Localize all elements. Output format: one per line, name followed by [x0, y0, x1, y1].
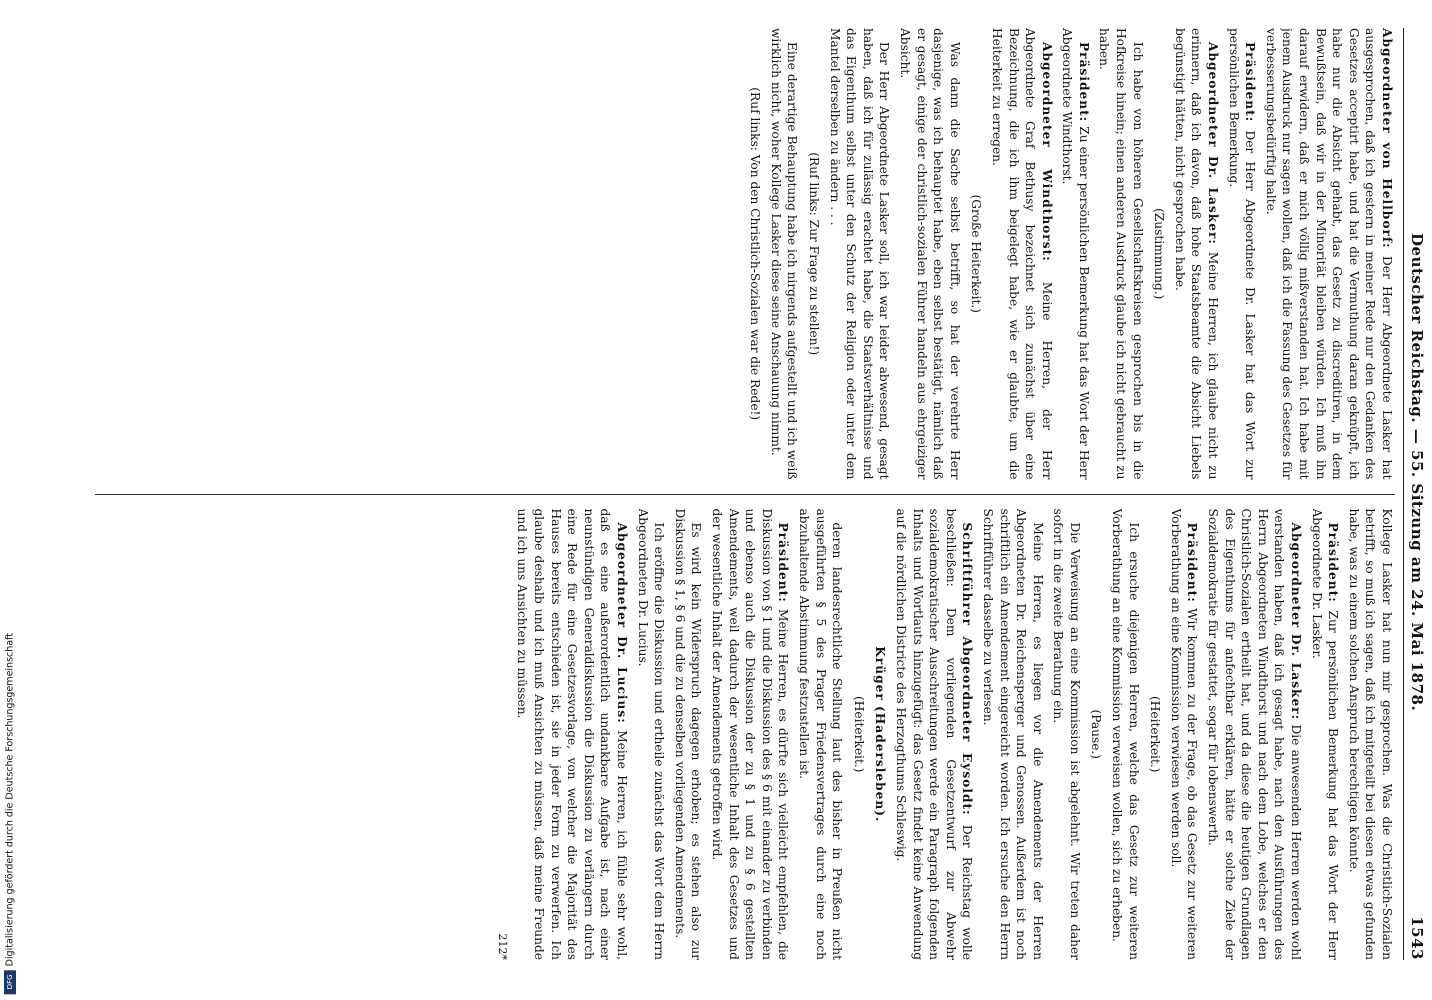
stage-direction: (Große Heiterkeit.)	[969, 194, 984, 314]
dfg-logo-icon: DFG	[4, 970, 16, 994]
paragraph	[1262, 28, 1395, 480]
paragraph	[708, 509, 791, 961]
page-number: 1543	[1408, 916, 1426, 960]
paragraph-text: Zur persönlichen Bemerkung hat das Wort der Herr Abgeordnete Dr. Lasker.	[1309, 508, 1341, 960]
text-columns	[95, 28, 1395, 960]
interjection: (Ruf links: Zur Frage zu stellen!)	[807, 152, 821, 356]
paragraph	[1308, 509, 1341, 961]
sheet-signature: 212*	[495, 933, 509, 960]
paragraph-text: Meine Herren, es dürfte sich vielleicht empfehlen, die Diskussion von § 1 und die Diskussion des § 6 mit einander zu verbinden und ebenso auch die Diskussion der zu § 1 und zu § 6 gestellten Amendements, weil dadurch der wesentliche Inhalt des Gesetzes und der wesentliche Inhalt der Amendements getroffen wird.	[710, 508, 791, 960]
credit-text: Digitalisierung gefördert durch die Deutsche Forschungsgemeinschaft	[4, 632, 16, 966]
digitization-credit	[4, 633, 16, 994]
speaker-name: Präsident:	[1185, 522, 1200, 603]
amendment-signature: Krüger (Hadersleben).	[873, 646, 888, 823]
paragraph: Der Herr Abgeordnete Lasker soll, ich war leider abwesend, gesagt haben, daß ich für zulässig erachtet habe, die Staatsverhältnisse und das Eigenthum selbst unter den Schutz der Religion oder unter dem Mantel derselben zu ändern . . .	[827, 28, 892, 480]
paragraph: Was dann die Sache selbst betrifft, so hat der verehrte Herr dasjenige, was ich behauptet habe, eben selbst bestätigt, nämlich daß er gesagt, einige der christlich-sozialen Führer handeln aus ehrgeiziger Absicht.	[897, 28, 962, 480]
paragraph-text: Der Reichstag wolle beschließen: Dem vorliegenden Gesetzentwurf zur Abwehr sozialdemokratischer Ausschreitungen werde ein Paragraph folgenden Inhalts und Wortlauts hinzugefügt: das Gesetz findet keine Anwendung auf die nördlichen Districte des Herzogthums Schleswig.	[893, 508, 975, 960]
header-title: Deutscher Reichstag. — 55. Sitzung am 24. Mai 1878.	[1408, 233, 1426, 712]
speaker-name: Präsident:	[1076, 42, 1091, 123]
speaker-name: Abgeordneter Windthorst:	[1039, 42, 1054, 262]
paragraph	[1059, 28, 1092, 480]
paragraph-text: Der Herr Abgeordnete Dr. Lasker hat das Wort zur persönlichen Bemerkung.	[1226, 28, 1258, 480]
rotated-document-page	[12, 0, 1432, 1000]
paragraph: Die Verweisung an eine Kommission ist abgelehnt. Wir treten daher sofort in die zweite Berathung ein.	[1051, 508, 1082, 960]
paragraph	[514, 509, 630, 961]
paragraph-text: Zu einer persönlichen Bemerkung hat das Wort der Herr Abgeordnete Windthorst.	[1060, 28, 1091, 480]
stage-direction: (Heiterkeit.)	[1148, 696, 1163, 773]
paragraph: Ich ersuche diejenigen Herren, welche das Gesetz zur weiteren Vorberathung an eine Kommission verweisen wollen, sich zu erheben.	[1110, 508, 1141, 960]
paragraph	[1204, 509, 1304, 961]
speaker-name: Abgeordneter Dr. Lucius:	[615, 522, 630, 724]
paragraph-text: Meine Herren, ich fühle sehr wohl, daß es eine außerordentlich undankbare Aufgabe ist, nach einer neunstündigen Generaldiskussion die Diskussion zu verlängern durch eine Rede für eine Gesetzesvorlage, von welcher die Majorität des Hauses bereits entschieden ist, sie in jeder Form zu verwerfen. Ich glaube deshalb und ich muß Ansichten zu müssen, daß meine Freunde und ich uns Ansichten zu müssen.	[515, 508, 630, 960]
paragraph: Es wird kein Widerspruch dagegen erhoben; es stehen also zur Diskussion § 1, § 6 und die zu denselben vorliegenden Amendements.	[672, 508, 704, 960]
left-column	[95, 28, 1395, 480]
paragraph	[1171, 28, 1221, 480]
speaker-name: Präsident:	[1326, 522, 1341, 603]
interjection: (Ruf links: Von den Christlich-Sozialen war die Rede!)	[748, 87, 763, 421]
stage-direction: (Pause.)	[1089, 709, 1104, 760]
paragraph-text: Der Herr Abgeordnete Lasker hat ausgesprochen, daß ich gestern in meiner Rede nur den Gedanken des Gesetzes acceptirt habe, und hat die Vermuthung daran geknüpft, ich habe nur die Absicht gehabt, das Gesetz zu discreditiren, in dem Bewußtsein, daß wir in der Minorität bleiben würden. Ich muß ihn darauf erwidern, daß er mich völlig mißverstanden hat. Ich habe mit jenem Ausdruck nur sagen wollen, daß ich die Fassung des Gesetzes für verbesserungsbedürftig halte.	[1263, 28, 1394, 480]
paragraph: Ich habe von höheren Gesellschaftskreisen gesprochen bis in die Hofkreise hinein; einen anderen Ausdruck glaube ich nicht gebraucht zu haben.	[1097, 28, 1145, 480]
speaker-name: Abgeordneter von Hellborf:	[1380, 28, 1394, 249]
column-divider	[95, 494, 1395, 495]
paragraph-text: Wir kommen zu der Frage, ob das Gesetz zur weiteren Vorberathung an eine Kommission verwiesen werden soll.	[1168, 508, 1200, 960]
paragraph-text: Meine Herren, ich glaube nicht zu erinnern, daß ich davon, daß hohe Staatsbeamte die Absicht Liebels begünstigt hätten, nicht gesprochen habe.	[1172, 28, 1221, 480]
paragraph: Eine derartige Behauptung habe ich nirgends aufgestellt und ich weiß wirklich nicht, woher Kollege Lasker diese seine Anschauung nimmt.	[768, 28, 800, 480]
paragraph: Meine Herren, es liegen vor die Amendements der Herren Abgeordneten Dr. Reichensperger und Genossen. Außerdem ist noch schriftlich ein Amendement eingereicht worden. Ich ersuche den Herrn Schriftführer dasselbe zu verlesen.	[980, 508, 1045, 960]
paragraph: deren landesrechtliche Stellung laut des bisher in Preußen nicht ausgeführten § 5 des Prager Friedensvertrages durch eine noch abzuhaltende Abstimmung festzustellen ist.	[797, 508, 845, 960]
paragraph-text: Die anwesenden Herren werden wohl verstanden haben, daß ich gesagt habe, nach den Ausführungen des Herrn Abgeordneten Windthorst und nach dem Lobe, welches er den Christlich-Sozialen ertheilt hat, und da diese die heutigen Grundlagen des Eigenthums für anfechtbar erklären, hätte er solche Ziele der Sozialdemokratie für gestattet, sogar für lobenswerth.	[1206, 508, 1304, 960]
paragraph	[1167, 509, 1200, 961]
paragraph	[988, 28, 1054, 480]
stage-direction: (Heiterkeit.)	[851, 696, 866, 773]
speaker-name: Präsident:	[776, 522, 791, 603]
paragraph: Ich eröffne die Diskussion und ertheile zunächst das Wort dem Herrn Abgeordneten Dr. Lucius.	[635, 508, 667, 960]
page-header	[1403, 28, 1426, 960]
paragraph-text: Meine Herren, der Herr Abgeordnete Graf Bethusy bezeichnet sich zunächst über eine Bezeichnung, die ich ihm beigelegt habe, wie er glaubte, um die Heiterkeit zu erregen.	[989, 28, 1054, 480]
speaker-name: Abgeordneter Dr. Lasker:	[1289, 522, 1304, 721]
paragraph	[1225, 28, 1258, 480]
speaker-name: Präsident:	[1243, 42, 1258, 123]
paragraph	[892, 509, 975, 961]
stage-direction: (Zustimmung.)	[1152, 208, 1167, 300]
right-column	[95, 509, 1395, 961]
speaker-name: Schriftführer Abgeordneter Eysoldt:	[960, 522, 975, 816]
paragraph: Kollege Lasker hat nun mir gesprochen. Was die Christlich-Sozialen betrifft, so muß ich sagen, daß ich mitgeteilt bei diesen etwas gefunden habe, was zu einem solchen Anspruch berechtigen könnte.	[1346, 508, 1394, 960]
speaker-name: Abgeordneter Dr. Lasker:	[1206, 42, 1221, 245]
